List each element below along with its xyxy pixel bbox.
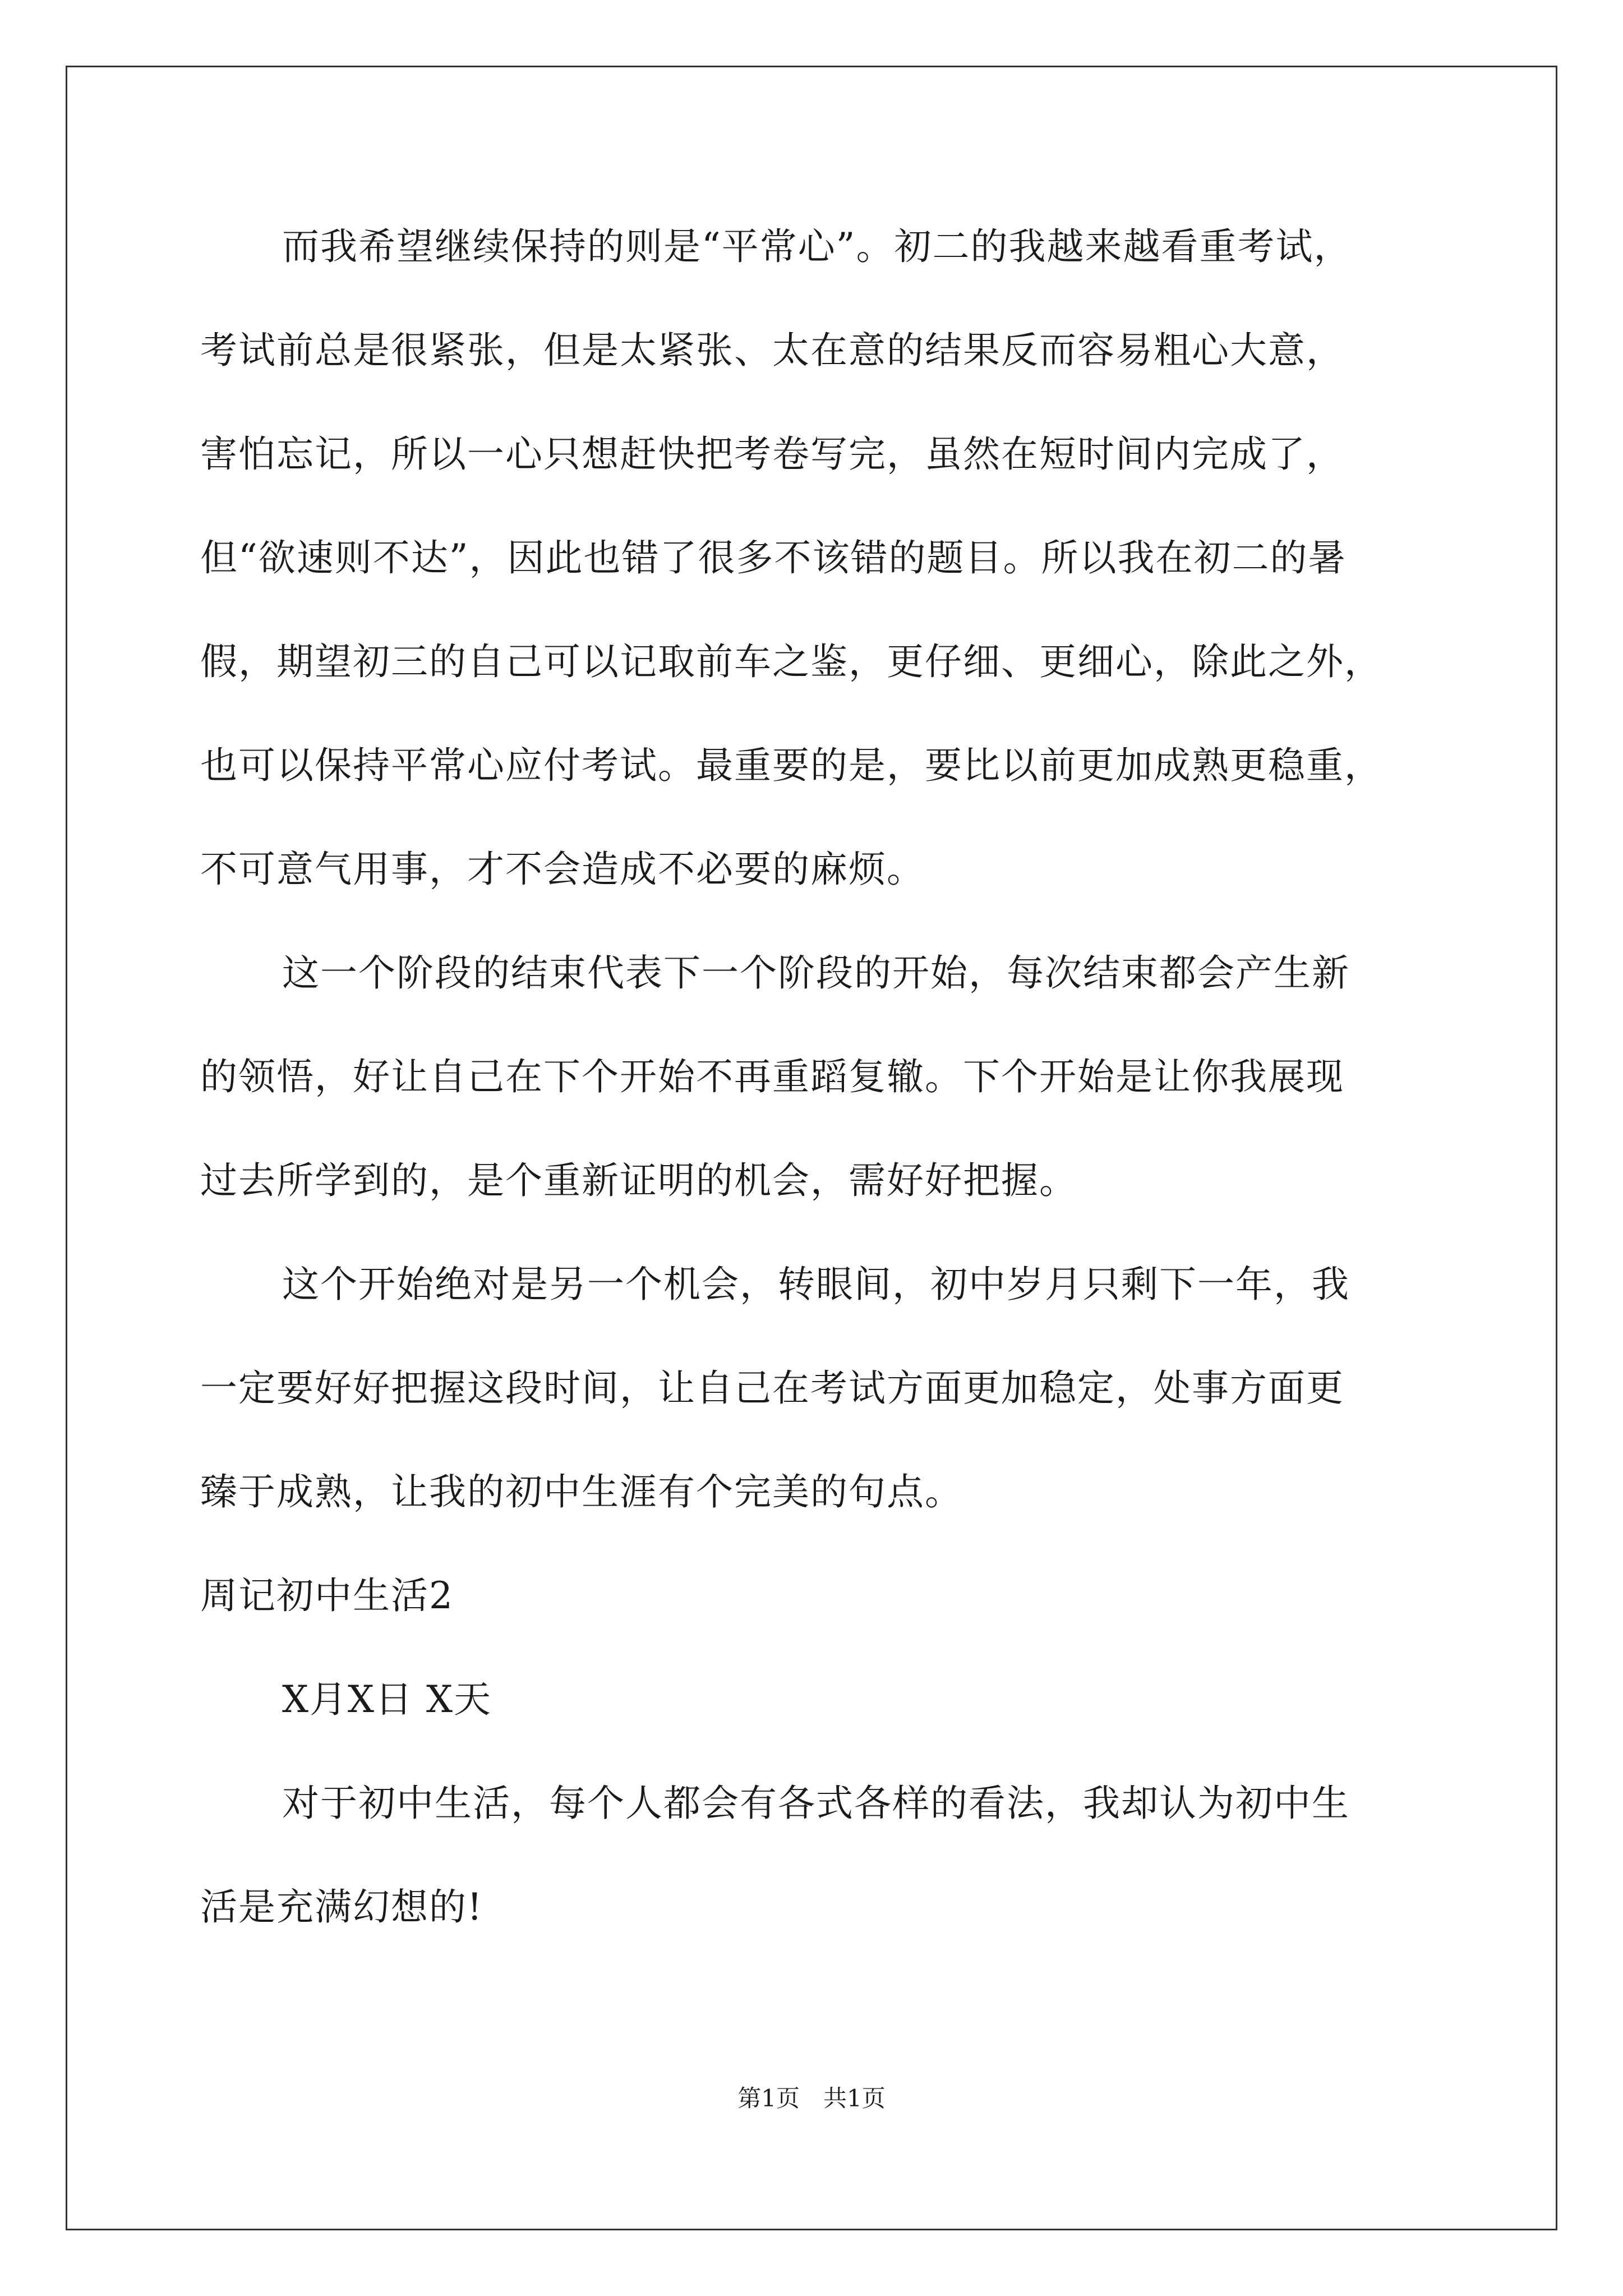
paragraph-line: 不可意气用事，才不会造成不必要的麻烦。 bbox=[200, 848, 925, 891]
paragraph-line: 活是充满幻想的! bbox=[200, 1885, 483, 1929]
paragraph-line: 也可以保持平常心应付考试。最重要的是，要比以前更加成熟更稳重， bbox=[200, 744, 1382, 787]
paragraph-line: 但“欲速则不达”，因此也错了很多不该错的题目。所以我在初二的暑 bbox=[200, 536, 1347, 579]
paragraph-line: 这一个阶段的结束代表下一个阶段的开始，每次结束都会产生新 bbox=[282, 951, 1350, 995]
paragraph-line: 而我希望继续保持的则是“平常心”。初二的我越来越看重考试， bbox=[282, 225, 1352, 268]
document-body bbox=[200, 216, 1445, 1980]
paragraph-line: 这个开始绝对是另一个机会，转眼间，初中岁月只剩下一年，我 bbox=[282, 1263, 1350, 1306]
date-line: X月X日 X天 bbox=[282, 1678, 492, 1721]
paragraph-line: 考试前总是很紧张，但是太紧张、太在意的结果反而容易粗心大意， bbox=[200, 329, 1344, 372]
section-heading: 周记初中生活2 bbox=[200, 1574, 454, 1617]
page-number: 第1页 共1页 bbox=[737, 2085, 886, 2112]
paragraph-line: 臻于成熟，让我的初中生涯有个完美的句点。 bbox=[200, 1470, 963, 1513]
paragraph-line: 的领悟，好让自己在下个开始不再重蹈复辙。下个开始是让你我展现 bbox=[200, 1055, 1344, 1098]
paragraph-line: 一定要好好把握这段时间，让自己在考试方面更加稳定，处事方面更 bbox=[200, 1366, 1344, 1410]
paragraph-line: 假，期望初三的自己可以记取前车之鉴，更仔细、更细心，除此之外， bbox=[200, 640, 1382, 683]
paragraph-line: 过去所学到的，是个重新证明的机会，需好好把握。 bbox=[200, 1159, 1077, 1202]
paragraph-line: 害怕忘记，所以一心只想赶快把考卷写完，虽然在短时间内完成了， bbox=[200, 432, 1344, 476]
paragraph-line: 对于初中生活，每个人都会有各式各样的看法，我却认为初中生 bbox=[282, 1782, 1350, 1825]
